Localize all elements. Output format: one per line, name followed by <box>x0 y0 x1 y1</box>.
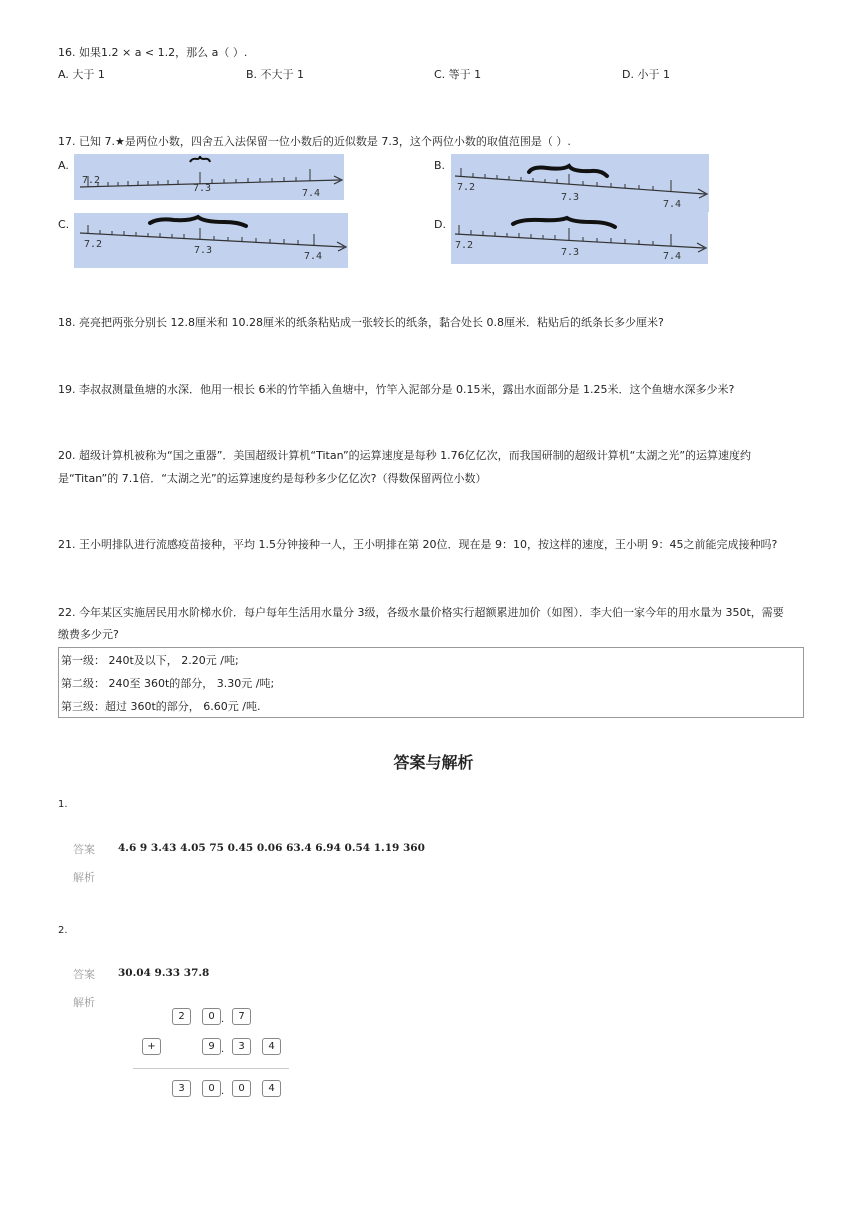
svg-text:7.3: 7.3 <box>194 245 213 256</box>
svg-text:7.4: 7.4 <box>663 199 682 210</box>
digit-box: 7 <box>232 1008 251 1025</box>
question-20-line-1: 20. 超级计算机被称为“国之重器”．美国超级计算机“Titan”的运算速度是每秒 1.76亿亿次，而我国研制的超级计算机“太湖之光”的运算速度约 <box>58 449 752 462</box>
price-table <box>58 647 804 718</box>
digit-box: 0 <box>202 1008 221 1025</box>
option-d[interactable]: D. 小于 1 <box>622 68 670 81</box>
digit-box: 4 <box>262 1038 281 1055</box>
question-16-options <box>58 66 818 86</box>
brace-mark <box>190 156 210 162</box>
price-tier-1: 第一级： 240t及以下， 2.20元 /吨; <box>61 654 239 667</box>
analysis-label-2: 解析 <box>73 996 95 1009</box>
digit-box: 4 <box>262 1080 281 1097</box>
question-16: 16. 如果1.2 × a < 1.2，那么 a（ ）. <box>58 46 248 59</box>
ruler-photo-a[interactable] <box>74 154 344 200</box>
question-19: 19. 李叔叔测量鱼塘的水深．他用一根长 6米的竹竿插入鱼塘中，竹竿入泥部分是 0.15米，露出水面部分是 1.25米．这个鱼塘水深多少米? <box>58 383 735 396</box>
option-b-label[interactable]: B. <box>434 159 446 172</box>
answer-label-2: 答案 <box>73 968 95 981</box>
sum-line <box>133 1068 289 1069</box>
price-tier-2: 第二级： 240至 360t的部分， 3.30元 /吨; <box>61 677 275 690</box>
option-a[interactable]: A. 大于 1 <box>58 68 105 81</box>
option-c-label[interactable]: C. <box>58 218 70 231</box>
ruler-photo-b[interactable] <box>451 154 709 212</box>
question-17: 17. 已知 7.★是两位小数，四舍五入法保留一位小数后的近似数是 7.3，这个两位小数的取值范围是（ ）. <box>58 135 571 148</box>
ruler-photo-d[interactable] <box>451 212 708 264</box>
digit-box: 0 <box>232 1080 251 1097</box>
number-line-d <box>451 212 708 264</box>
digit-box: 2 <box>172 1008 191 1025</box>
brace-mark <box>150 217 246 226</box>
answer-value-1: 4.6 9 3.43 4.05 75 0.45 0.06 63.4 6.94 0.54 1.19 360 <box>118 842 425 854</box>
digit-box: 3 <box>172 1080 191 1097</box>
digit-box: 3 <box>232 1038 251 1055</box>
digit-box: 9 <box>202 1038 221 1055</box>
answer-label-1: 答案 <box>73 843 95 856</box>
option-d-label[interactable]: D. <box>434 218 446 231</box>
tick-label: 7.3 <box>193 183 212 194</box>
svg-text:7.3: 7.3 <box>561 247 580 258</box>
question-21: 21. 王小明排队进行流感疫苗接种，平均 1.5分钟接种一人，王小明排在第 20位．现在是 9：10，按这样的速度，王小明 9：45之前能完成接种吗? <box>58 538 778 551</box>
answer-value-2: 30.04 9.33 37.8 <box>118 967 210 979</box>
answers-title: 答案与解析 <box>393 753 474 772</box>
digit-box: 0 <box>202 1080 221 1097</box>
number-line-a <box>74 154 344 200</box>
svg-text:7.2: 7.2 <box>455 240 474 251</box>
ruler-photo-c[interactable] <box>74 213 348 268</box>
tick-label: 7.4 <box>302 188 321 199</box>
svg-text:7.2: 7.2 <box>457 182 476 193</box>
svg-text:7.3: 7.3 <box>561 192 580 203</box>
svg-text:7.4: 7.4 <box>304 251 323 262</box>
brace-mark <box>529 166 607 176</box>
option-b[interactable]: B. 不大于 1 <box>246 68 305 81</box>
question-18: 18. 亮亮把两张分别长 12.8厘米和 10.28厘米的纸条粘贴成一张较长的纸条，黏合处长 0.8厘米．粘贴后的纸条长多少厘米? <box>58 316 664 329</box>
question-22-line-2: 缴费多少元? <box>58 628 119 641</box>
price-tier-3: 第三级：超过 360t的部分， 6.60元 /吨. <box>61 700 261 713</box>
tick-label: 7.2 <box>82 175 101 186</box>
answer-number-1: 1. <box>58 799 68 810</box>
brace-mark <box>513 218 615 227</box>
svg-text:7.4: 7.4 <box>663 251 682 262</box>
question-22-line-1: 22. 今年某区实施居民用水阶梯水价．每户每年生活用水量分 3级，各级水量价格实行超额累进加价（如图）．李大伯一家今年的用水量为 350t，需要 <box>58 606 784 619</box>
answer-number-2: 2. <box>58 925 68 936</box>
number-line-b <box>451 154 709 212</box>
number-line-c <box>74 213 348 268</box>
question-20-line-2: 是“Titan”的 7.1倍．“太湖之光”的运算速度约是每秒多少亿亿次?（得数保留两位小数） <box>58 472 487 485</box>
svg-text:7.2: 7.2 <box>84 239 103 250</box>
option-a-label[interactable]: A. <box>58 159 69 172</box>
operator-box: + <box>142 1038 161 1055</box>
analysis-label-1: 解析 <box>73 871 95 884</box>
option-c[interactable]: C. 等于 1 <box>434 68 482 81</box>
